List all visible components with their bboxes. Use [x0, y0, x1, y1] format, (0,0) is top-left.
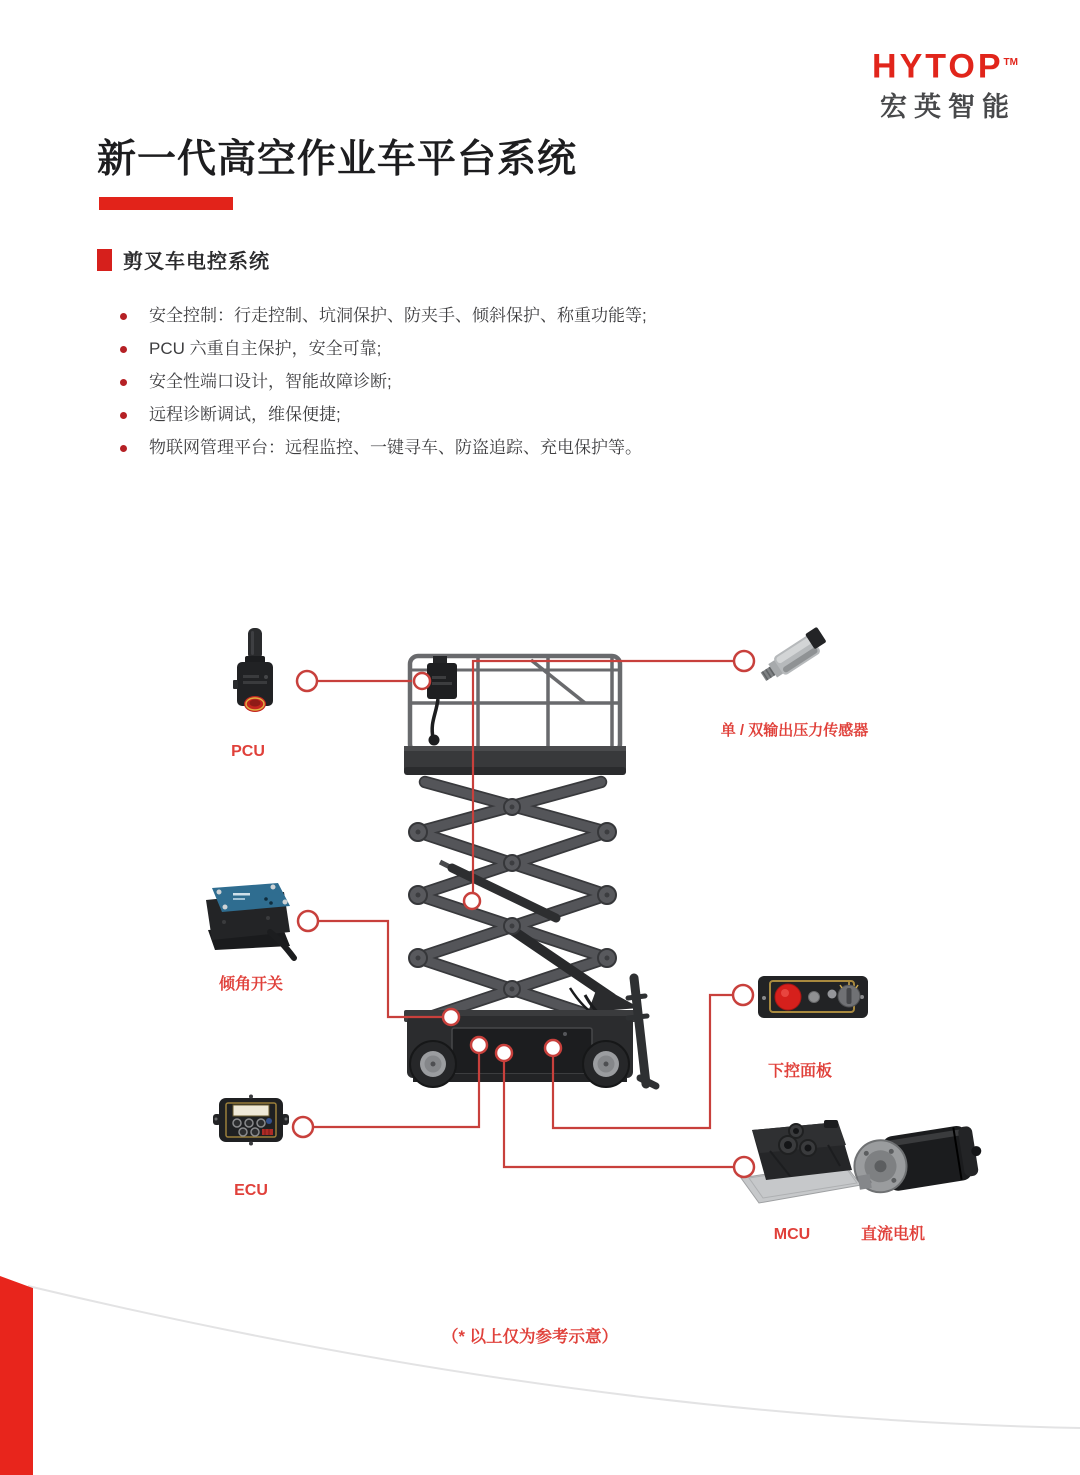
list-item: [112, 405, 812, 425]
ecu-image: [213, 1095, 289, 1146]
bullet-dot: [120, 346, 127, 353]
label-pressure-sensor: 单 / 双输出压力传感器: [720, 722, 869, 739]
list-item: [112, 438, 812, 458]
list-item-text: 远程诊断调试，维保便捷;: [149, 405, 341, 424]
callout-line-tilt-switch: [318, 921, 443, 1017]
title-underline: [99, 197, 233, 210]
feature-list: [112, 306, 812, 471]
mcu-image: [741, 1120, 861, 1203]
label-tilt-switch: 倾角开关: [218, 976, 283, 993]
list-item-text: 安全性端口设计，智能故障诊断;: [149, 372, 392, 391]
platform-floor: [404, 746, 626, 775]
corner-accent-bar: [0, 1274, 33, 1475]
trademark-symbol: TM: [1003, 57, 1018, 68]
section-heading: 剪叉车电控系统: [123, 251, 270, 273]
brand-wordmark: HYTOP™: [872, 47, 1018, 86]
label-mcu: MCU: [773, 1226, 811, 1243]
callout-endpoints: [293, 651, 754, 1177]
pressure-sensor-image: [756, 627, 829, 686]
section-heading-row: [97, 245, 270, 274]
bullet-dot: [120, 379, 127, 386]
list-item-text: 物联网管理平台：远程监控、一键寻车、防盗追踪、充电保护等。: [149, 438, 642, 457]
label-pcu: PCU: [231, 743, 265, 760]
dc-motor-image: [850, 1123, 985, 1197]
lower-control-panel-image: [758, 976, 868, 1018]
tilt-switch-image: [206, 883, 294, 958]
bullet-dot: [120, 445, 127, 452]
section-marker: [97, 249, 112, 271]
bullet-dot: [120, 412, 127, 419]
label-lower-control-panel: 下控面板: [767, 1063, 832, 1080]
brand-logo: [872, 48, 1018, 124]
list-item: [112, 372, 812, 392]
scissor-lift-illustration: [404, 656, 656, 1087]
footnote: （* 以上仅为参考示意）: [441, 1328, 618, 1346]
callout-lines: [313, 661, 734, 1167]
list-item-text: PCU 六重自主保护，安全可靠;: [149, 339, 382, 358]
list-item: [112, 339, 812, 359]
label-ecu: ECU: [234, 1182, 268, 1199]
label-dc-motor: 直流电机: [860, 1226, 925, 1243]
list-item-text: 安全控制：行走控制、坑洞保护、防夹手、倾斜保护、称重功能等;: [149, 306, 647, 325]
page-title: 新一代高空作业车平台系统: [97, 138, 578, 181]
wheel: [410, 1041, 456, 1087]
platform-control-box: [427, 656, 457, 746]
list-item: [112, 306, 812, 326]
page-curve-decoration: [28, 1286, 1080, 1428]
pcu-joystick-image: [233, 628, 273, 712]
brand-subtitle: 宏英智能: [880, 92, 1016, 123]
bullet-dot: [120, 313, 127, 320]
wheel: [583, 1041, 629, 1087]
